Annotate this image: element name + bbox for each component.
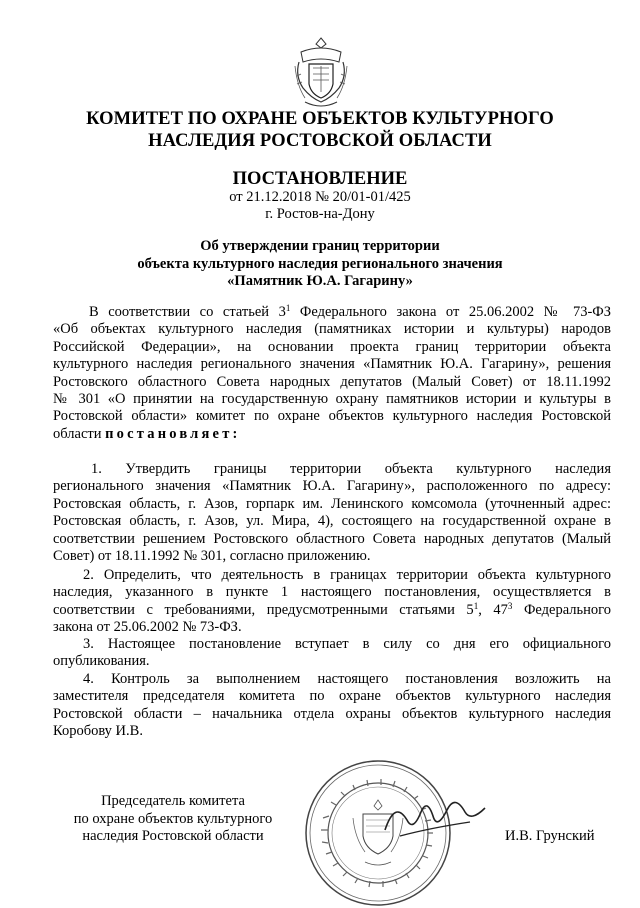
org-line-2: НАСЛЕДИЯ РОСТОВСКОЙ ОБЛАСТИ (148, 131, 492, 151)
item-line: закона от 25.06.2002 № 73-ФЗ. (53, 619, 242, 636)
item-line: опубликования. (53, 653, 150, 670)
item-line: 2. Определить, что деятельность в границах территории объекта культурного (83, 567, 611, 583)
item-text: соответствии с требованиями, предусмотренными статьями 5 (53, 601, 474, 618)
preamble-text: области (53, 425, 106, 442)
item-line (53, 602, 611, 619)
superscript: 1 (473, 600, 479, 611)
document-type: ПОСТАНОВЛЕНИЕ (232, 169, 408, 189)
preamble-line: «Об объектах культурного наследия (памятниках истории и культуры) народов (53, 321, 611, 338)
item-line: регионального значения «Памятник Ю.А. Гагарину», расположенного по адресу: (53, 478, 611, 495)
superscript: 3 (507, 600, 513, 611)
item-line: заместителя председателя комитета по охране объектов культурного наследия (53, 688, 611, 705)
item-line: Ростовская область, г. Азов, горпарк им. Ленинского комсомола (уточненный адрес: (53, 495, 611, 512)
org-line-1: КОМИТЕТ ПО ОХРАНЕ ОБЪЕКТОВ КУЛЬТУРНОГО (86, 109, 554, 129)
handwritten-signature (380, 790, 490, 850)
resolves-keyword: постановляет: (105, 425, 241, 442)
coat-of-arms-icon (293, 36, 349, 110)
signatory-title (54, 793, 292, 846)
preamble-text: В соответствии со статьей 3 (89, 304, 286, 320)
item-4-paragraph (53, 671, 611, 741)
item-line: соответствии решением Ростовского областного Совета народных депутатов (Малый (53, 530, 611, 547)
preamble-line (53, 426, 611, 443)
item-3-paragraph (53, 636, 611, 671)
item-line: Коробову И.В. (53, 723, 143, 740)
signatory-title-line: наследия Ростовской области (82, 828, 264, 844)
preamble-text: Федерального закона от 25.06.2002 № 73-ФЗ (290, 304, 611, 320)
document-city: г. Ростов-на-Дону (265, 206, 375, 222)
signatory-title-line: Председатель комитета (101, 793, 245, 809)
subject-line-3: «Памятник Ю.А. Гагарину» (227, 273, 413, 289)
signatory-name: И.В. Грунский (505, 828, 595, 844)
preamble-line (53, 304, 611, 321)
preamble-line: № 301 «О принятии на государственную охрану памятников истории и культуры в (53, 391, 611, 408)
item-text: Федерального (512, 601, 611, 618)
preamble-line: культурного наследия регионального значения «Памятник Ю.А. Гагарину», решения (53, 356, 611, 373)
signatory-title-line: по охране объектов культурного (73, 810, 273, 827)
preamble-line: Ростовской области» комитет по охране объектов культурного наследия Ростовской (53, 408, 611, 425)
organization-name (0, 108, 640, 152)
preamble-line: Российской Федерации», на основании проекта границ территории объекта (53, 338, 611, 355)
preamble-line: Ростовского областного Совета народных депутатов (Малый Совет) от 18.11.1992 (53, 373, 611, 390)
item-line: 3. Настоящее постановление вступает в силу со дня его официального (83, 636, 611, 652)
item-text: , 47 (478, 601, 508, 618)
item-line: 1. Утвердить границы территории объекта культурного наследия (91, 461, 611, 477)
item-line: Совет) от 18.11.1992 № 301, согласно приложению. (53, 548, 371, 565)
item-2-paragraph (53, 567, 611, 637)
preamble-paragraph (53, 304, 611, 443)
item-line: Ростовская область, г. Азов, ул. Мира, 4), состоящего на государственной охране в (53, 513, 611, 530)
superscript: 1 (285, 303, 291, 313)
item-line: Ростовской области – начальника отдела охраны объектов культурного наследия (53, 705, 611, 722)
document-subject (0, 238, 640, 291)
item-line: наследия, указанного в пункте 1 настоящего постановления, осуществляется в (53, 584, 611, 601)
document-date-number: от 21.12.2018 № 20/01-01/425 (229, 189, 411, 205)
subject-line-2: объекта культурного наследия регионального значения (137, 255, 503, 272)
item-line: 4. Контроль за выполнением настоящего постановления возложить на (83, 671, 611, 687)
item-1-paragraph (53, 461, 611, 565)
subject-line-1: Об утверждении границ территории (200, 238, 440, 254)
